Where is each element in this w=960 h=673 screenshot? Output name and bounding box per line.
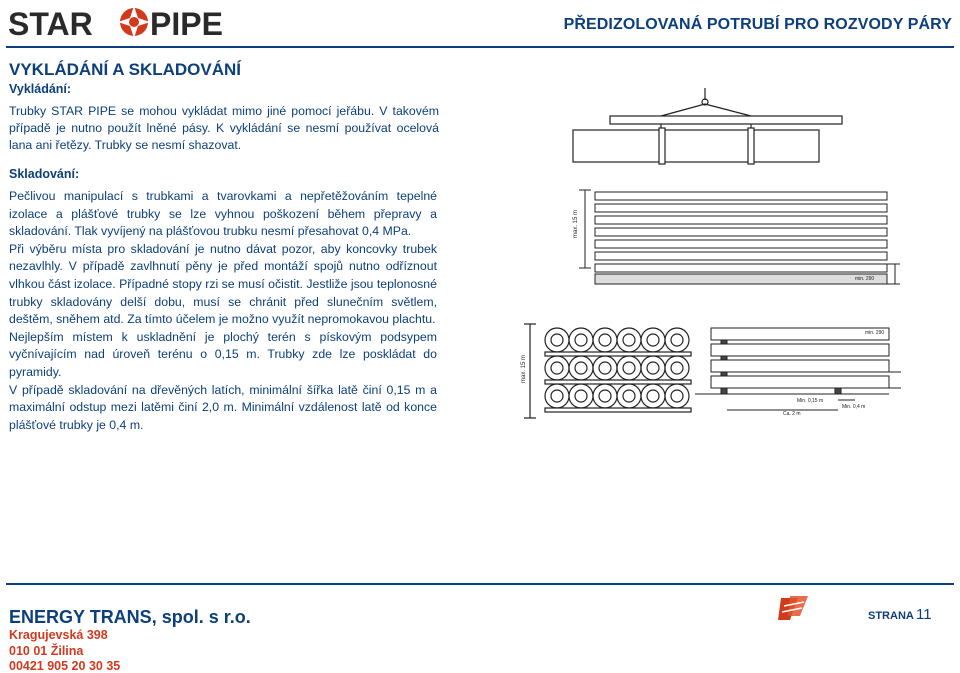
storage-illustration [515,88,915,428]
unloading-heading: Vykládání: [9,82,72,96]
logo-star-icon [118,6,150,38]
min-04-label: Min. 0,4 m [842,404,866,410]
stacked-pipes-side-view [579,190,900,284]
ca-2-label: Ca. 2 m [783,411,801,417]
min-290-label-top: min. 290 [855,276,875,282]
crane-lifting-drawing [573,88,842,164]
unloading-text: Trubky STAR PIPE se mohou vykládat mimo jiné pomocí jeřábu. V takovém případě je nutno použít lněné pásy. K vykládání se nesmí používat ocelová lana ani řetězy. Trubky se nesmí shazovat. [9,104,439,152]
address-street: Kragujevská 398 [9,628,108,642]
storage-text [9,188,437,434]
pipe-pyramid-end-view [524,324,691,418]
page-number: 11 [916,606,932,623]
company-name: ENERGY TRANS, spol. s r.o. [9,607,251,627]
footer-divider [6,583,954,585]
storage-heading: Skladování: [9,167,80,181]
min-015-label: Min. 0,15 m [797,398,824,404]
address-city: 010 01 Žilina [9,644,84,658]
storage-paragraph: Pečlivou manipulací s trubkami a tvarovkami a nepřetěžováním tepelné izolace a plášťové trubky se lze vyhnou poškození během přepravy a skladování. Tlak vyvíjený na plášťovou trubku nesmí přesahovat 0,4 MPa. [9,189,437,239]
storage-paragraph: V případě skladování na dřevěných latích, minimální šířka latě činí 0,15 m a maximální odstup mezi latěmi činí 2,0 m. Minimální vzdálenost latě od konce plášťové trubky je 0,4 m. [9,382,437,432]
storage-paragraph: Nejlepším místem k uskladnění je plochý terén s pískovým podsypem vyčnívajícím nad úroveň terénu o 0,15 m. Trubky zde lze poskládat do pyramidy. [9,329,437,379]
logo-text-right: PIPE [150,6,223,40]
header-divider [6,46,954,48]
logo-text-left: STAR [8,6,93,40]
page-label: STRANA [868,610,914,622]
min-290-label-bottom: min. 290 [865,330,885,336]
max-height-label-top: max. 15 m [573,209,579,238]
max-height-label-bottom: max. 15 m [521,354,527,383]
company-emblem-icon [778,594,810,624]
star-pipe-logo [8,6,252,40]
page-title: VYKLÁDÁNÍ A SKLADOVÁNÍ [9,60,242,79]
storage-paragraph: Při výběru místa pro skladování je nutno dávat pozor, aby koncovky trubek nezavlhly. V případě zavlhnutí pěny je před montáží spojů nutno odříznout vlhkou část izolace. Případné stopy rzi se musí očistit. Jestliže jsou teplonosné trubky skladovány delší dobu, musí se chránit před slunečním světlem, deštěm, sněhem atd. Za tímto účelem je možno využít nepromokavou plachtu. [9,241,437,327]
header-title: PŘEDIZOLOVANÁ POTRUBÍ PRO ROZVODY PÁRY [563,16,952,33]
phone-number: 00421 905 20 30 35 [9,659,121,673]
